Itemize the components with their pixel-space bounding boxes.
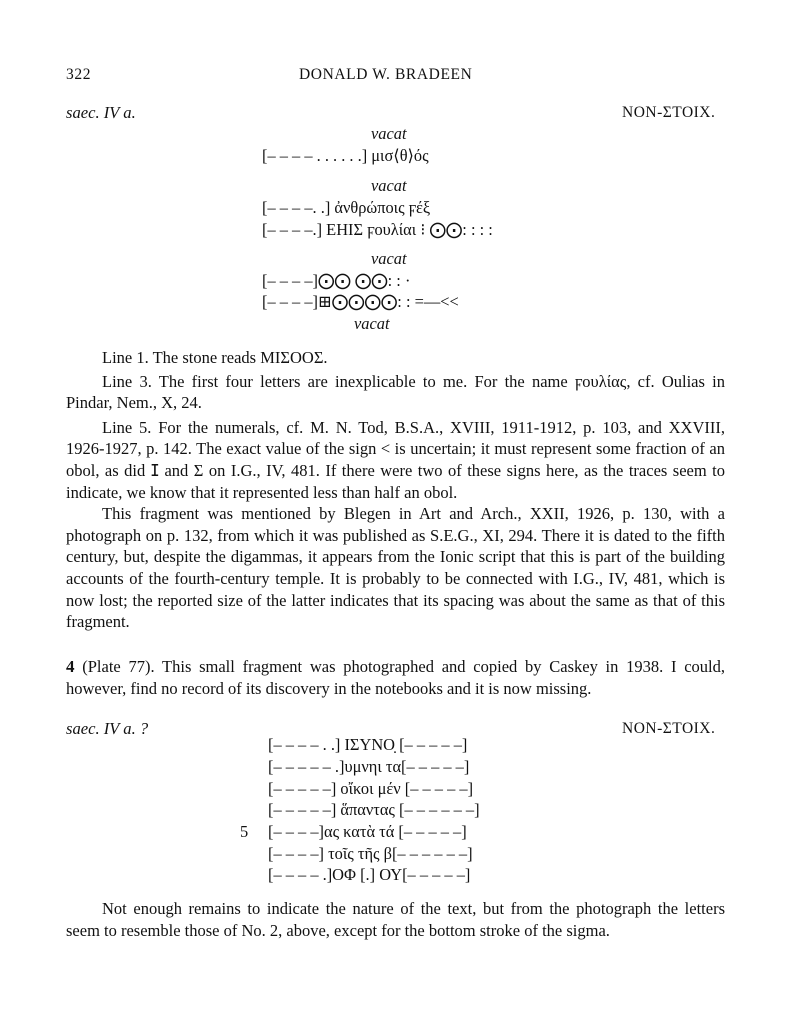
line-number-5: 5: [240, 822, 249, 841]
inscription2-line: [– – – –]ας κατὰ τά [– – – – –]: [268, 822, 467, 841]
entry-4: [66, 656, 725, 699]
inscription1-line: [– – – –. .] ἀνθρώποις ϝέξ: [262, 198, 431, 217]
inscription1-line: [– – – – . . . . . .] μισ⟨θ⟩ός: [262, 146, 429, 165]
inscription1-line: vacat: [371, 249, 407, 268]
inscription2-line: [– – – – –] οἴκοι μέν [– – – – –]: [268, 779, 474, 798]
inscription2-line: [– – – – .]ΟΦ [.] ΟΥ[– – – – –]: [268, 865, 471, 884]
entry-number: 4: [66, 657, 75, 676]
entry-text: (Plate 77). This small fragment was photographed and copied by Caskey in 1938. I could, however, find no record of its discovery in the notebooks and it is now missing.: [66, 657, 726, 698]
commentary-line5: Line 5. For the numerals, cf. M. N. Tod, B.S.A., XVIII, 1911-1912, p. 103, and XXVIII, 1926-1927, p. 142. The exact value of the sign < is uncertain; it must represent some fraction of an obol, as did ⵊ and Σ on I.G., IV, 481. If there were two of these signs here, as the traces seem to indicate, we know that it represented less than half an obol.: [66, 417, 725, 502]
inscription1-line: vacat: [371, 124, 407, 143]
inscription2-date: saec. IV a. ?: [66, 719, 149, 738]
inscription1-date: saec. IV a.: [66, 103, 136, 122]
closing-paragraph: [66, 898, 725, 941]
inscription1-line: [– – – –.] ΕΗΙΣ ϝουλίαι ⁝ ⨀⨀: : : :: [262, 220, 493, 239]
page-number: 322: [66, 66, 92, 83]
closing-text: Not enough remains to indicate the nature of the text, but from the photograph the letters seem to resemble those of No. 2, above, except for the bottom stroke of the sigma.: [66, 899, 725, 940]
commentary-line1: Line 1. The stone reads ΜΙΣΟΟΣ.: [102, 348, 328, 367]
inscription1-style: NON-ΣΤΟΙΧ.: [622, 104, 716, 121]
commentary-line3: Line 3. The first four letters are inexplicable to me. For the name ϝουλίας, cf. Oulias in Pindar, Nem., X, 24.: [66, 371, 725, 413]
inscription1-line: vacat: [354, 314, 390, 333]
inscription2-line: [– – – – . .] ΙΣΥΝΟ̣ [– – – – –]: [268, 735, 468, 754]
inscription1-line: [– – – –]⨀⨀ ⨀⨀: : ·: [262, 271, 411, 290]
commentary-fragment-note: This fragment was mentioned by Blegen in Art and Arch., XXII, 1926, p. 130, with a photograph on p. 132, from which it was published as S.E.G., XI, 294. There it is dated to the fifth century, but, despite the digammas, it appears from the Ionic script that this is part of the building accounts of the fourth-century temple. It is probably to be connected with I.G., IV, 481, which is now lost; the reported size of the latter indicates that its spacing was about the same as that of this fragment.: [66, 504, 725, 632]
inscription2-line: [– – – – –] ἅπαντας [– – – – – –]: [268, 800, 480, 819]
inscription2-line: [– – – –] τοῖς τῆς β[– – – – – –]: [268, 844, 473, 863]
inscription1-line: vacat: [371, 176, 407, 195]
running-title: DONALD W. BRADEEN: [299, 66, 473, 83]
inscription2-line: [– – – – – .]υμνηι τα[– – – – –]: [268, 757, 470, 776]
inscription2-style: NON-ΣΤΟΙΧ.: [622, 720, 716, 737]
commentary: [66, 347, 725, 633]
inscription1-line: [– – – –]⊞⨀⨀⨀⨀: : =—<<: [262, 292, 459, 311]
